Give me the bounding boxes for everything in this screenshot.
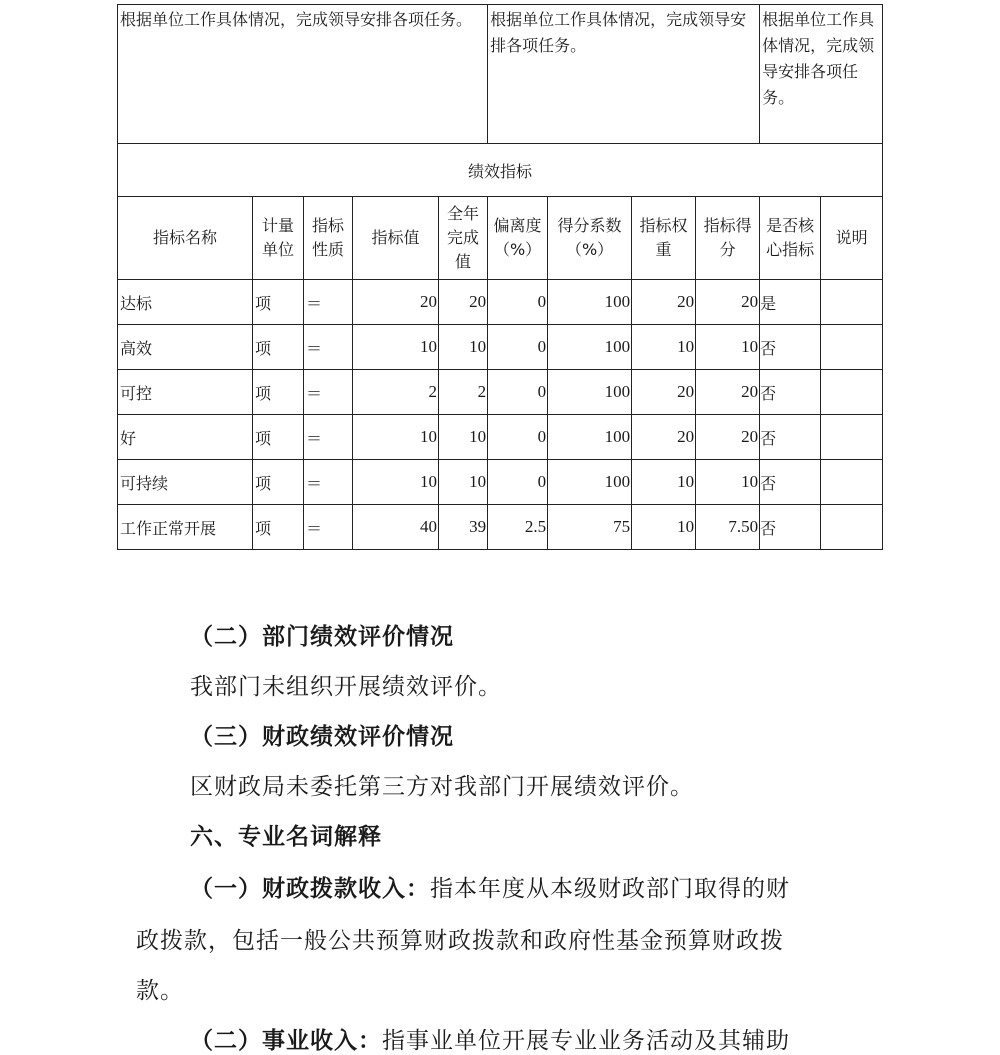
nature-cell: ＝ bbox=[304, 325, 353, 370]
coefficient-cell: 100 bbox=[548, 460, 632, 505]
score-cell: 20 bbox=[696, 415, 760, 460]
header-indicator-name: 指标名称 bbox=[118, 197, 253, 280]
header-weight: 指标权 重 bbox=[632, 197, 696, 280]
header-core: 是否核 心指标 bbox=[760, 197, 821, 280]
table-row bbox=[118, 325, 883, 370]
term2-line1 bbox=[190, 1022, 790, 1055]
target-cell: 20 bbox=[353, 280, 439, 325]
paragraph-fin-eval: 区财政局未委托第三方对我部门开展绩效评价。 bbox=[190, 774, 694, 800]
coefficient-cell: 100 bbox=[548, 280, 632, 325]
header-unit: 计量 单位 bbox=[253, 197, 304, 280]
weight-cell: 20 bbox=[632, 370, 696, 415]
actual-cell: 10 bbox=[439, 325, 488, 370]
target-cell: 2 bbox=[353, 370, 439, 415]
note-cell bbox=[821, 280, 883, 325]
heading-dept-eval: （二）部门绩效评价情况 bbox=[190, 624, 454, 650]
target-cell: 10 bbox=[353, 325, 439, 370]
core-indicator-cell: 否 bbox=[760, 415, 821, 460]
weight-cell: 10 bbox=[632, 460, 696, 505]
unit-cell: 项 bbox=[253, 415, 304, 460]
note-cell bbox=[821, 325, 883, 370]
table-row bbox=[118, 415, 883, 460]
coefficient-cell: 75 bbox=[548, 505, 632, 550]
table-section-title bbox=[118, 144, 883, 197]
term1-label: （一）财政拨款收入： bbox=[190, 876, 430, 902]
score-cell: 7.50 bbox=[696, 505, 760, 550]
core-indicator-cell: 否 bbox=[760, 325, 821, 370]
paragraph-dept-eval: 我部门未组织开展绩效评价。 bbox=[190, 674, 502, 700]
indicator-name-cell: 达标 bbox=[118, 280, 253, 325]
unit-cell: 项 bbox=[253, 370, 304, 415]
deviation-cell: 0 bbox=[488, 370, 548, 415]
coefficient-cell: 100 bbox=[548, 370, 632, 415]
weight-cell: 20 bbox=[632, 415, 696, 460]
unit-cell: 项 bbox=[253, 280, 304, 325]
header-note: 说明 bbox=[821, 197, 883, 280]
unit-cell: 项 bbox=[253, 460, 304, 505]
target-cell: 10 bbox=[353, 415, 439, 460]
note-cell bbox=[821, 370, 883, 415]
nature-cell: ＝ bbox=[304, 370, 353, 415]
core-indicator-cell: 否 bbox=[760, 370, 821, 415]
score-cell: 10 bbox=[696, 325, 760, 370]
table-body bbox=[118, 280, 883, 550]
table-row bbox=[118, 505, 883, 550]
term1-line1 bbox=[190, 870, 790, 903]
weight-cell: 10 bbox=[632, 505, 696, 550]
actual-cell: 20 bbox=[439, 280, 488, 325]
note-cell bbox=[821, 505, 883, 550]
goals-row bbox=[118, 5, 883, 144]
weight-cell: 20 bbox=[632, 280, 696, 325]
table-row bbox=[118, 370, 883, 415]
actual-cell: 39 bbox=[439, 505, 488, 550]
score-cell: 20 bbox=[696, 370, 760, 415]
core-indicator-cell: 否 bbox=[760, 460, 821, 505]
indicator-name-cell: 可控 bbox=[118, 370, 253, 415]
term2-label: （二）事业收入： bbox=[190, 1028, 382, 1054]
actual-cell: 2 bbox=[439, 370, 488, 415]
table-row bbox=[118, 280, 883, 325]
indicator-name-cell: 高效 bbox=[118, 325, 253, 370]
goal-cell: 根据单位工作具体情况，完成领导安排各项任务。 bbox=[488, 5, 760, 144]
table-header-row bbox=[118, 197, 883, 280]
term1-text: 指本年度从本级财政部门取得的财 bbox=[430, 876, 790, 902]
indicator-name-cell: 工作正常开展 bbox=[118, 505, 253, 550]
deviation-cell: 0 bbox=[488, 325, 548, 370]
goal-cell: 根据单位工作具体情况，完成领导安排各项任务。 bbox=[760, 5, 883, 144]
deviation-cell: 0 bbox=[488, 415, 548, 460]
coefficient-cell: 100 bbox=[548, 415, 632, 460]
core-indicator-cell: 是 bbox=[760, 280, 821, 325]
unit-cell: 项 bbox=[253, 505, 304, 550]
header-coefficient: 得分系数 （%） bbox=[548, 197, 632, 280]
actual-cell: 10 bbox=[439, 460, 488, 505]
performance-indicators-title: 绩效指标 bbox=[118, 144, 883, 197]
weight-cell: 10 bbox=[632, 325, 696, 370]
target-cell: 40 bbox=[353, 505, 439, 550]
deviation-cell: 0 bbox=[488, 460, 548, 505]
nature-cell: ＝ bbox=[304, 460, 353, 505]
header-score: 指标得 分 bbox=[696, 197, 760, 280]
unit-cell: 项 bbox=[253, 325, 304, 370]
table-row bbox=[118, 460, 883, 505]
header-deviation: 偏离度 （%） bbox=[488, 197, 548, 280]
header-actual: 全年 完成 值 bbox=[439, 197, 488, 280]
coefficient-cell: 100 bbox=[548, 325, 632, 370]
indicator-name-cell: 可持续 bbox=[118, 460, 253, 505]
goal-cell: 根据单位工作具体情况，完成领导安排各项任务。 bbox=[118, 5, 488, 144]
nature-cell: ＝ bbox=[304, 505, 353, 550]
score-cell: 20 bbox=[696, 280, 760, 325]
term2-text: 指事业单位开展专业业务活动及其辅助 bbox=[382, 1028, 790, 1054]
heading-terms: 六、专业名词解释 bbox=[190, 824, 382, 850]
performance-table bbox=[117, 4, 883, 550]
actual-cell: 10 bbox=[439, 415, 488, 460]
note-cell bbox=[821, 415, 883, 460]
core-indicator-cell: 否 bbox=[760, 505, 821, 550]
term1-line3: 款。 bbox=[136, 978, 184, 1004]
term1-line2: 政拨款，包括一般公共预算财政拨款和政府性基金预算财政拨 bbox=[136, 928, 784, 954]
header-nature: 指标 性质 bbox=[304, 197, 353, 280]
nature-cell: ＝ bbox=[304, 280, 353, 325]
heading-fin-eval: （三）财政绩效评价情况 bbox=[190, 724, 454, 750]
indicator-name-cell: 好 bbox=[118, 415, 253, 460]
target-cell: 10 bbox=[353, 460, 439, 505]
deviation-cell: 2.5 bbox=[488, 505, 548, 550]
note-cell bbox=[821, 460, 883, 505]
nature-cell: ＝ bbox=[304, 415, 353, 460]
score-cell: 10 bbox=[696, 460, 760, 505]
deviation-cell: 0 bbox=[488, 280, 548, 325]
header-target: 指标值 bbox=[353, 197, 439, 280]
